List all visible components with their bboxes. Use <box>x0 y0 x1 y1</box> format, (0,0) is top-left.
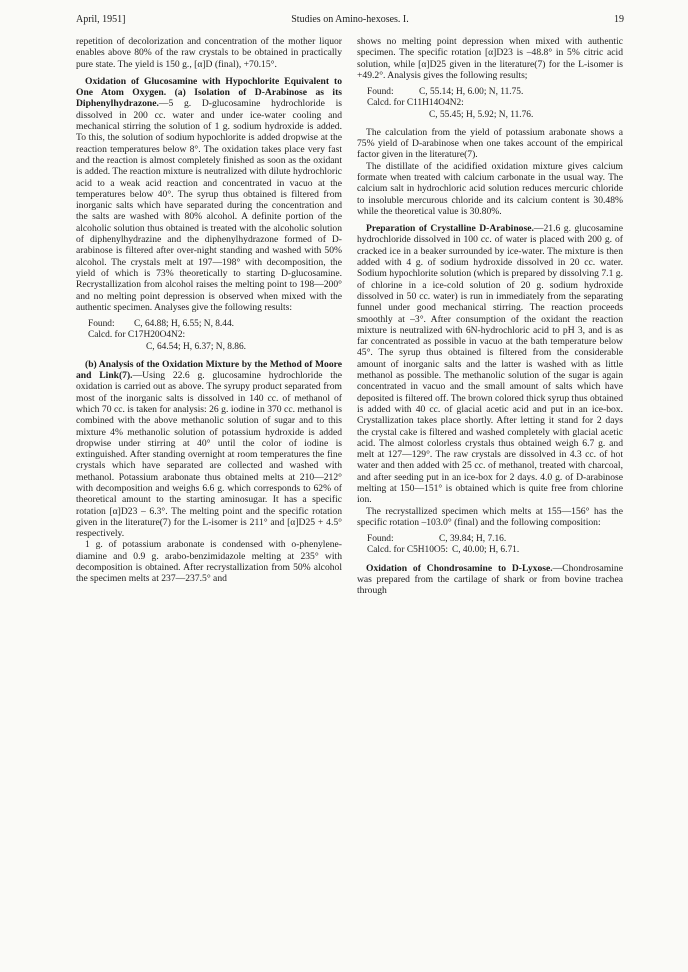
calcd-values: C, 40.00; H, 6.71. <box>451 545 520 556</box>
section-paragraph <box>357 563 623 597</box>
section-body: —Using 22.6 g. glucosamine hydrochloride the oxidation is carried out as above. The syrupy product separated from most of the inorganic salts is dissolved in 140 cc. of methanol of which 70 cc. is taken for analysis: 26 g. iodine in 370 cc. methanol is combined with the above methanolic solution of sugar and to this mixture 4% methanolic solution of potassium hydroxide is added dropwise under stirring at 40° until the color of iodine is extinguished. After standing overnight at room temperatures the fine crystals which have separated are collected and washed with methanol. Potassium arabonate thus obtained melts at 210—212° with decomposition and weighs 6.6 g. which corresponds to 62% of theoretical amount to the starting aminosugar. It has a specific rotation [α]D23 – 6.3°. The melting point and the specific rotation given in the literature(7) for the L-isomer is 211° and [α]D25 + 4.5° respectively. <box>76 370 343 540</box>
paragraph: The recrystallized specimen which melts at 155—156° has the specific rotation –103.0° (final) and the following composition: <box>357 505 623 528</box>
section-heading: Oxidation of Glucosamine with Hypochlorite Equivalent to One Atom Oxygen. <box>76 75 342 99</box>
section-heading: Preparation of Crystalline D-Arabinose. <box>366 223 534 235</box>
analysis-block <box>357 87 623 121</box>
section-body: —21.6 g. glucosamine hydrochloride dissolved in 100 cc. of water is placed with 200 g. of cracked ice in a beaker surrounded by ice-water. The mixture is then added with 4 g. of sodium hydroxide dissolved in 20 cc. water. Sodium hypochlorite solution (which is prepared by dissolving 7.1 g. of chlorine in a ice-cold solution of 20 g. sodium hydroxide dissolved in 50 cc. water) is run in immediately from the separating funnel under good mechanical stirring. The reaction proceeds smoothly at –3°. After consumption of the oxidant the reaction mixture is neutralized with 6N-hydrochloric acid to pH 3, and is as far concentrated as possible in vacuo at the bath temperature below 45°. The syrup thus obtained is filtered from the considerable amount of inorganic salts and the latter is washed with as little methanol as possible. The methanolic solution of the sugar is again concentrated in vacuo and the small amount of salts which have deposited is filtered off. The brown colored thick syrup thus obtained is added with 40 cc. of glacial acetic acid and put in an ice-box. Crystallization takes place shortly. After letting it stand for 2 days the crystal cake is filtered and washed completely with glacial acetic acid. The almost colorless crystals thus obtained weigh 6.7 g. and melt at 127—129°. The raw crystals are dissolved in 4.3 cc. of hot water and then added with 25 cc. of methanol, treated with charcoal, and after seeding put in an ice-box for 2 days. 4.0 g. of D-arabinose melting at 150—151° is obtained which is quite free from chlorine ion. <box>357 223 623 506</box>
paragraph: The calculation from the yield of potassium arabonate shows a 75% yield of D-arabinose when one takes account of the empirical factor given in the literature(7). <box>357 126 623 161</box>
header-date: April, 1951] <box>76 14 126 25</box>
found-label: Found: <box>367 534 394 545</box>
found-values: C, 55.14; H, 6.00; N, 11.75. <box>419 87 524 98</box>
calcd-label: Calcd. for C17H20O4N2: <box>88 330 186 341</box>
paragraph: 1 g. of potassium arabonate is condensed with o-phenylene-diamine and 0.9 g. arabo-benzimidazole melting at 235° with decomposition is obtained. After recrystallization from 50% alcohol the specimen melts at 237—237.5° and <box>76 539 342 585</box>
calcd-label: Calcd. for C5H10O5: <box>367 545 448 556</box>
calcd-values: C, 64.54; H, 6.37; N, 8.86. <box>146 341 247 352</box>
subsection-heading: (a) Isolation of D-Arabinose as its Diphenylhydrazone. <box>76 87 342 110</box>
paragraph: The distillate of the acidified oxidation mixture gives calcium formate when treated with calcium carbonate in the usual way. The calcium salt in hydrochloric acid solution reduces mercuric chloride to insoluble mercurous chloride and its calcium content is 30.48% while the theoretical value is 30.80%. <box>357 160 623 217</box>
left-column <box>76 36 342 585</box>
running-header <box>76 14 624 28</box>
analysis-block <box>76 319 342 353</box>
page-number: 19 <box>614 14 624 25</box>
paragraph: repetition of decolorization and concentration of the mother liquor enables above 80% of the raw crystals to be obtained in practically pure state. The yield is 150 g., [α]D (final), +70.15°. <box>76 36 342 70</box>
found-label: Found: <box>88 319 115 330</box>
found-values: C, 64.88; H, 6.55; N, 8.44. <box>134 319 235 330</box>
section-body: —Chondrosamine was prepared from the cartilage of shark or from bovine trachea through <box>357 562 623 597</box>
section-paragraph <box>76 359 342 540</box>
calcd-label: Calcd. for C11H14O4N2: <box>367 98 464 109</box>
paragraph: shows no melting point depression when mixed with authentic specimen. The specific rotation [α]D23 is –48.8° in 5% citric acid solution, while [α]D25 given in the literature(7) for the L-isomer is +49.2°. Analysis gives the following results; <box>357 36 623 81</box>
subsection-heading: (b) Analysis of the Oxidation Mixture by the Method of Moore and Link(7). <box>76 358 342 382</box>
calcd-values: C, 55.45; H, 5.92; N, 11.76. <box>429 109 534 120</box>
right-column <box>357 36 623 596</box>
header-title: Studies on Amino-hexoses. I. <box>291 14 409 25</box>
found-label: Found: <box>367 87 394 98</box>
found-values: C, 39.84; H, 7.16. <box>439 534 507 545</box>
analysis-block <box>357 534 623 556</box>
section-body: —5 g. D-glucosamine hydrochloride is dissolved in 200 cc. water and under ice-water cooling and mechanical stirring the solution of 1 g. sodium hydroxide is added. To this, the solution of sodium hypochlorite is added dropwise at the reaction temperatures below 8°. The oxidation takes place very fast and the reaction is almost completely finished as soon as the oxidant is added. The reaction mixture is neutralized with dilute hydrochloric acid to a weak acid reaction and concentrated in vacuo at the temperatures below 40°. The syrup thus obtained is filtered from inorganic salts which have separated during the concentration and the salts are washed with 80% alcohol. A definite portion of the alcoholic solution thus obtained is treated with the alcoholic solution of diphenylhydrazine and the diphenylhydrazone formed of D-arabinose is filtered after over-night standing and washed with 50% alcohol. The crystals melt at 197—198° with decomposition, the yield of which is 73% theoretically to starting D-glucosamine. Recrystallization from alcohol raises the melting point to 198—200° and no melting point depression is observed when mixed with the authentic specimen. Analyses give the following results: <box>76 98 342 313</box>
section-paragraph <box>76 76 342 313</box>
section-paragraph <box>357 223 623 505</box>
section-heading: Oxidation of Chondrosamine to D-Lyxose. <box>366 562 553 574</box>
